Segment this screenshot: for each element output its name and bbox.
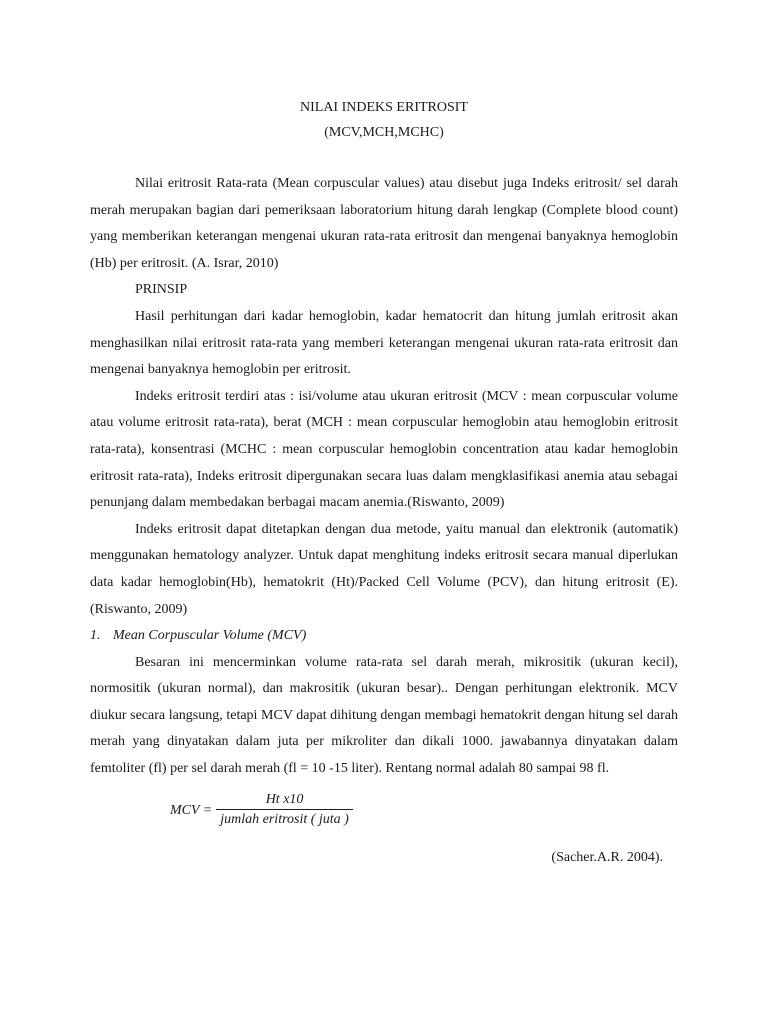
mcv-formula bbox=[170, 789, 678, 833]
heading-mcv-text: Mean Corpuscular Volume (MCV) bbox=[113, 628, 307, 644]
formula-fraction bbox=[216, 791, 353, 830]
title-block bbox=[90, 95, 678, 145]
formula-numerator: Ht x10 bbox=[265, 792, 304, 808]
paragraph-indeks: Indeks eritrosit terdiri atas : isi/volume atau ukuran eritrosit (MCV : mean corpuscular volume atau volume eritrosit rata-rata), berat (MCH : mean corpuscular hemoglobin atau hemoglobin eritrosit rata-rata), konsentrasi (MCHC : mean corpuscular hemoglobin concentration atau kadar hemoglobin eritrosit rata-rata), Indeks eritrosit dipergunakan secara luas dalam mengklasifikasi anemia atau sebagai penunjang dalam membedakan berbagai macam anemia.(Riswanto, 2009) bbox=[90, 388, 678, 511]
heading-prinsip: PRINSIP bbox=[135, 282, 188, 298]
heading-mcv bbox=[90, 623, 678, 650]
document-title: NILAI INDEKS ERITROSIT bbox=[300, 100, 468, 115]
paragraph-mcv: Besaran ini mencerminkan volume rata-rata sel darah merah, mikrositik (ukuran kecil), normositik (ukuran normal), dan makrositik (ukuran besar).. Dengan perhitungan elektronik. MCV diukur secara langsung, tetapi MCV dapat dihitung dengan membagi hematokrit dengan hitung sel darah merah yang dinyatakan dalam juta per mikroliter dan dikali 1000. jawabannya dinyatakan dalam femtoliter (fl) per sel darah merah (fl = 10 -15 liter). Rentang normal adalah 80 sampai 98 fl. bbox=[90, 654, 678, 777]
formula-lhs: MCV = bbox=[170, 802, 213, 818]
formula-denominator: jumlah eritrosit ( juta ) bbox=[220, 812, 349, 828]
paragraph-prinsip: Hasil perhitungan dari kadar hemoglobin, kadar hematocrit dan hitung jumlah eritrosit akan menghasilkan nilai eritrosit rata-rata yang memberi keterangan mengenai ukuran rata-rata eritrosit dan mengenai banyaknya hemoglobin per eritrosit. bbox=[90, 308, 678, 378]
paragraph-metode: Indeks eritrosit dapat ditetapkan dengan dua metode, yaitu manual dan elektronik (automatik) menggunakan hematology analyzer. Untuk dapat menghitung indeks eritrosit secara manual diperlukan data kadar hemoglobin(Hb), hematokrit (Ht)/Packed Cell Volume (PCV), dan hitung eritrosit (E). (Riswanto, 2009) bbox=[90, 521, 678, 617]
document-subtitle: (MCV,MCH,MCHC) bbox=[324, 125, 444, 140]
heading-mcv-number: 1. bbox=[90, 628, 101, 644]
paragraph-intro: Nilai eritrosit Rata-rata (Mean corpuscular values) atau disebut juga Indeks eritrosit/ sel darah merah merupakan bagian dari pemeriksaan laboratorium hitung darah lengkap (Complete blood count) yang memberikan keterangan mengenai ukuran rata-rata eritrosit dan mengenai banyaknya hemoglobin (Hb) per eritrosit. (A. Israr, 2010) bbox=[90, 176, 678, 271]
citation: (Sacher.A.R. 2004). bbox=[551, 849, 663, 865]
